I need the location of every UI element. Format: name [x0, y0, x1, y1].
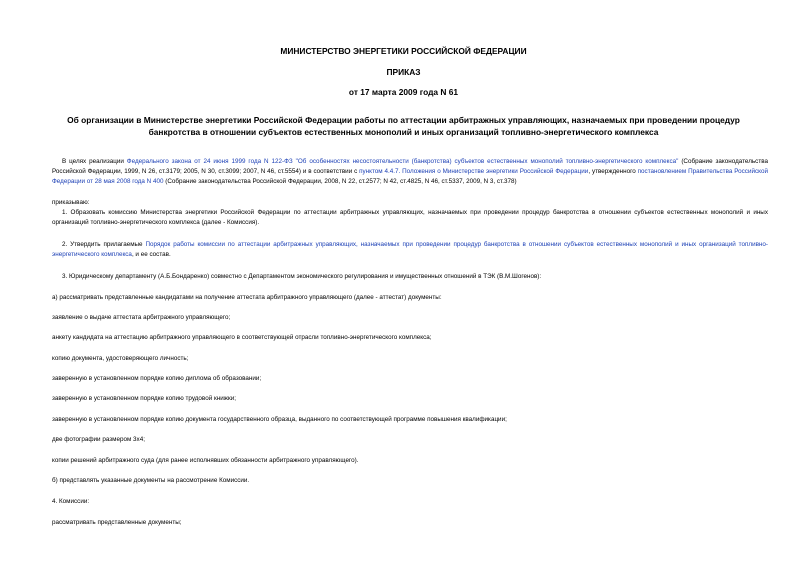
- preamble-text-2: (Собрание законодательства Российской Федерации, 1999, N 26, ст.3179; 2005, N 30, ст.3099; 2007, N 46, ст.5554) и в соответствии с: [52, 158, 768, 175]
- doc-list-item: анкету кандидата на аттестацию арбитражного управляющего в соответствующей отрасли топливно-энергетического комплекса;: [52, 334, 432, 341]
- government-decree-link[interactable]: постановлением Правительства Российской Федерации от 28 мая 2008 года N 400: [52, 168, 768, 185]
- preamble-paragraph: [52, 157, 768, 187]
- preamble-text-1: В целях реализации: [62, 158, 127, 165]
- doc-type-heading: ПРИКАЗ: [386, 67, 421, 77]
- preamble-text-4: (Собрание законодательства Российской Федерации, 2008, N 22, ст.2577; N 42, ст.4825, N 46, ст.5337, 2009, N 3, ст.378): [163, 178, 517, 185]
- doc-list-item: копии решений арбитражного суда (для ранее исполнявших обязанности арбитражного управляющего).: [52, 457, 359, 464]
- doc-list-item: заверенную в установленном порядке копию трудовой книжки;: [52, 395, 236, 402]
- item-2-paragraph: [52, 240, 768, 260]
- item-3-line: 3. Юридическому департаменту (А.Б.Бондаренко) совместно с Департаментом экономического регулирования и имущественных отношений в ТЭК (В.М.Шогенов):: [62, 273, 542, 280]
- regulation-point-link[interactable]: пунктом 4.4.7. Положения о Министерстве энергетики Российской Федерации: [359, 168, 589, 175]
- title-line-1: Об организации в Министерстве энергетики Российской Федерации работы по аттестации арбитражных управляющих, назначаемых при проведении процедур: [67, 115, 740, 125]
- item-2-text-1: 2. Утвердить прилагаемые: [62, 241, 146, 248]
- item-3a-line: а) рассматривать представленные кандидатами на получение аттестата арбитражного управляющего (далее - аттестат) документы:: [52, 294, 442, 301]
- commission-procedure-link[interactable]: Порядок работы комиссии по аттестации арбитражных управляющих, назначаемых при проведении процедур банкротства в отношении субъектов естественных монополий и иных организаций топливно-энергетического комплекса: [52, 241, 769, 258]
- commission-task-item: рассматривать представленные документы;: [52, 519, 182, 526]
- item-3b-line: б) представлять указанные документы на рассмотрение Комиссии.: [52, 477, 250, 484]
- doc-list-item: заверенную в установленном порядке копию документа государственного образца, выданного по соответствующей программе повышения квалификации;: [52, 416, 507, 423]
- doc-list-item: копию документа, удостоверяющего личность;: [52, 355, 189, 362]
- ministry-heading: МИНИСТЕРСТВО ЭНЕРГЕТИКИ РОССИЙСКОЙ ФЕДЕРАЦИИ: [280, 46, 527, 56]
- doc-list-item: заверенную в установленном порядке копию диплома об образовании;: [52, 375, 262, 382]
- document-title: [40, 114, 767, 138]
- item-2-text-2: , и ее состав.: [131, 251, 171, 258]
- item-4-line: 4. Комиссии:: [52, 498, 90, 505]
- title-line-2: банкротства в отношении субъектов естественных монополий и иных организаций топливно-энергетического комплекса: [148, 127, 659, 137]
- date-number-heading: от 17 марта 2009 года N 61: [348, 87, 459, 97]
- federal-law-link[interactable]: Федерального закона от 24 июня 1999 года N 122-ФЗ "Об особенностях несостоятельности (банкротства) субъектов естественных монополий топливно-энергетического комплекса": [126, 158, 679, 165]
- doc-list-item: заявление о выдаче аттестата арбитражного управляющего;: [52, 314, 231, 321]
- doc-list-item: две фотографии размером 3х4;: [52, 436, 145, 443]
- item-1-paragraph: 1. Образовать комиссию Министерства энергетики Российской Федерации по аттестации арбитражных управляющих, назначаемых при проведении процедур банкротства в отношении субъектов естественных монополий и иных организаций топливно-энергетического комплекса (далее - Комиссия).: [52, 209, 768, 226]
- orders-label: приказываю:: [52, 199, 90, 206]
- preamble-text-3: , утвержденного: [588, 168, 638, 175]
